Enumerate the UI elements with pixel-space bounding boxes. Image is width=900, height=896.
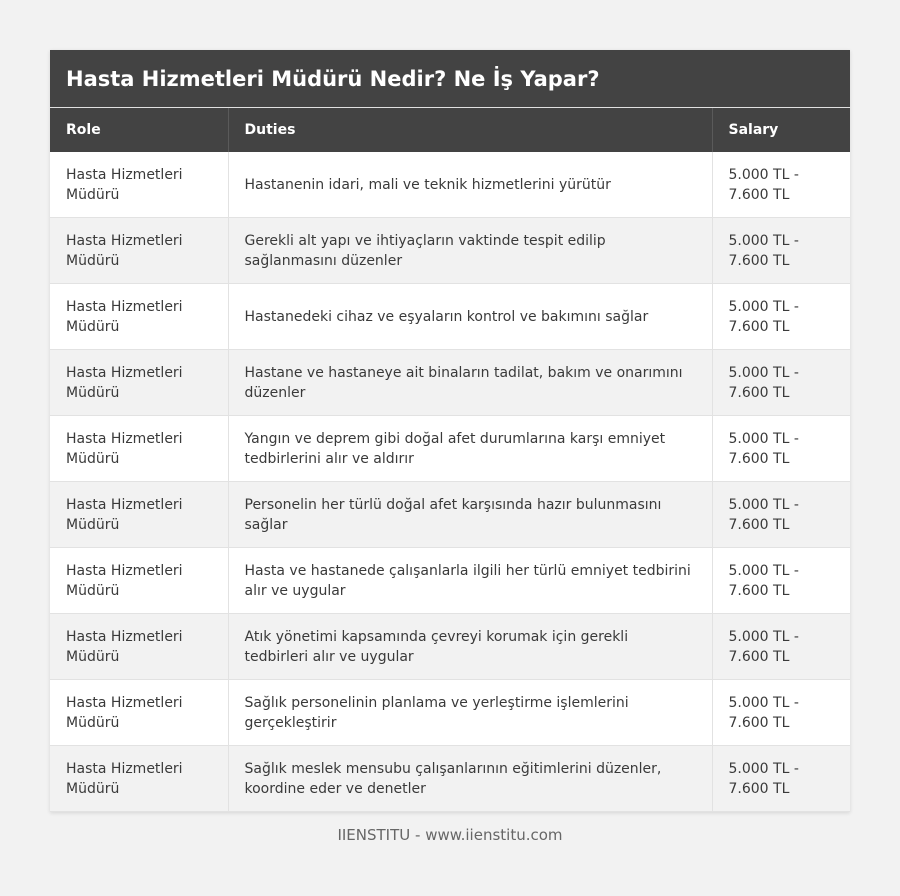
salary-cell: 5.000 TL - 7.600 TL bbox=[712, 152, 850, 218]
role-cell: Hasta Hizmetleri Müdürü bbox=[50, 482, 228, 548]
salary-cell: 5.000 TL - 7.600 TL bbox=[712, 746, 850, 812]
page-title: Hasta Hizmetleri Müdürü Nedir? Ne İş Yapar? bbox=[66, 66, 600, 91]
role-cell: Hasta Hizmetleri Müdürü bbox=[50, 350, 228, 416]
table-row bbox=[50, 284, 850, 350]
duties-cell: Hastanedeki cihaz ve eşyaların kontrol ve bakımını sağlar bbox=[228, 284, 712, 350]
table-row bbox=[50, 680, 850, 746]
footer-credit: IIENSTITU - www.iienstitu.com bbox=[337, 826, 563, 844]
table-row bbox=[50, 218, 850, 284]
salary-cell: 5.000 TL - 7.600 TL bbox=[712, 416, 850, 482]
duties-cell: Personelin her türlü doğal afet karşısında hazır bulunmasını sağlar bbox=[228, 482, 712, 548]
data-table bbox=[50, 108, 850, 812]
salary-cell: 5.000 TL - 7.600 TL bbox=[712, 482, 850, 548]
salary-cell: 5.000 TL - 7.600 TL bbox=[712, 548, 850, 614]
duties-cell: Yangın ve deprem gibi doğal afet durumlarına karşı emniyet tedbirlerini alır ve aldırır bbox=[228, 416, 712, 482]
column-header-salary: Salary bbox=[712, 108, 850, 152]
table-row bbox=[50, 548, 850, 614]
table-body bbox=[50, 152, 850, 812]
role-cell: Hasta Hizmetleri Müdürü bbox=[50, 746, 228, 812]
table-row bbox=[50, 350, 850, 416]
table-row bbox=[50, 152, 850, 218]
duties-cell: Gerekli alt yapı ve ihtiyaçların vaktinde tespit edilip sağlanmasını düzenler bbox=[228, 218, 712, 284]
table-row bbox=[50, 614, 850, 680]
header-row bbox=[50, 108, 850, 152]
role-cell: Hasta Hizmetleri Müdürü bbox=[50, 680, 228, 746]
duties-cell: Hastane ve hastaneye ait binaların tadilat, bakım ve onarımını düzenler bbox=[228, 350, 712, 416]
column-header-duties: Duties bbox=[228, 108, 712, 152]
role-cell: Hasta Hizmetleri Müdürü bbox=[50, 284, 228, 350]
title-bar bbox=[50, 50, 850, 108]
salary-cell: 5.000 TL - 7.600 TL bbox=[712, 680, 850, 746]
duties-cell: Sağlık meslek mensubu çalışanlarının eğitimlerini düzenler, koordine eder ve denetler bbox=[228, 746, 712, 812]
duties-cell: Hastanenin idari, mali ve teknik hizmetlerini yürütür bbox=[228, 152, 712, 218]
role-cell: Hasta Hizmetleri Müdürü bbox=[50, 614, 228, 680]
table-card bbox=[50, 50, 850, 812]
column-header-role: Role bbox=[50, 108, 228, 152]
role-cell: Hasta Hizmetleri Müdürü bbox=[50, 218, 228, 284]
salary-cell: 5.000 TL - 7.600 TL bbox=[712, 614, 850, 680]
salary-cell: 5.000 TL - 7.600 TL bbox=[712, 284, 850, 350]
salary-cell: 5.000 TL - 7.600 TL bbox=[712, 350, 850, 416]
duties-cell: Sağlık personelinin planlama ve yerleştirme işlemlerini gerçekleştirir bbox=[228, 680, 712, 746]
table-row bbox=[50, 746, 850, 812]
table-header bbox=[50, 108, 850, 152]
duties-cell: Hasta ve hastanede çalışanlarla ilgili her türlü emniyet tedbirini alır ve uygular bbox=[228, 548, 712, 614]
role-cell: Hasta Hizmetleri Müdürü bbox=[50, 548, 228, 614]
role-cell: Hasta Hizmetleri Müdürü bbox=[50, 152, 228, 218]
table-row bbox=[50, 482, 850, 548]
duties-cell: Atık yönetimi kapsamında çevreyi korumak için gerekli tedbirleri alır ve uygular bbox=[228, 614, 712, 680]
table-row bbox=[50, 416, 850, 482]
salary-cell: 5.000 TL - 7.600 TL bbox=[712, 218, 850, 284]
role-cell: Hasta Hizmetleri Müdürü bbox=[50, 416, 228, 482]
